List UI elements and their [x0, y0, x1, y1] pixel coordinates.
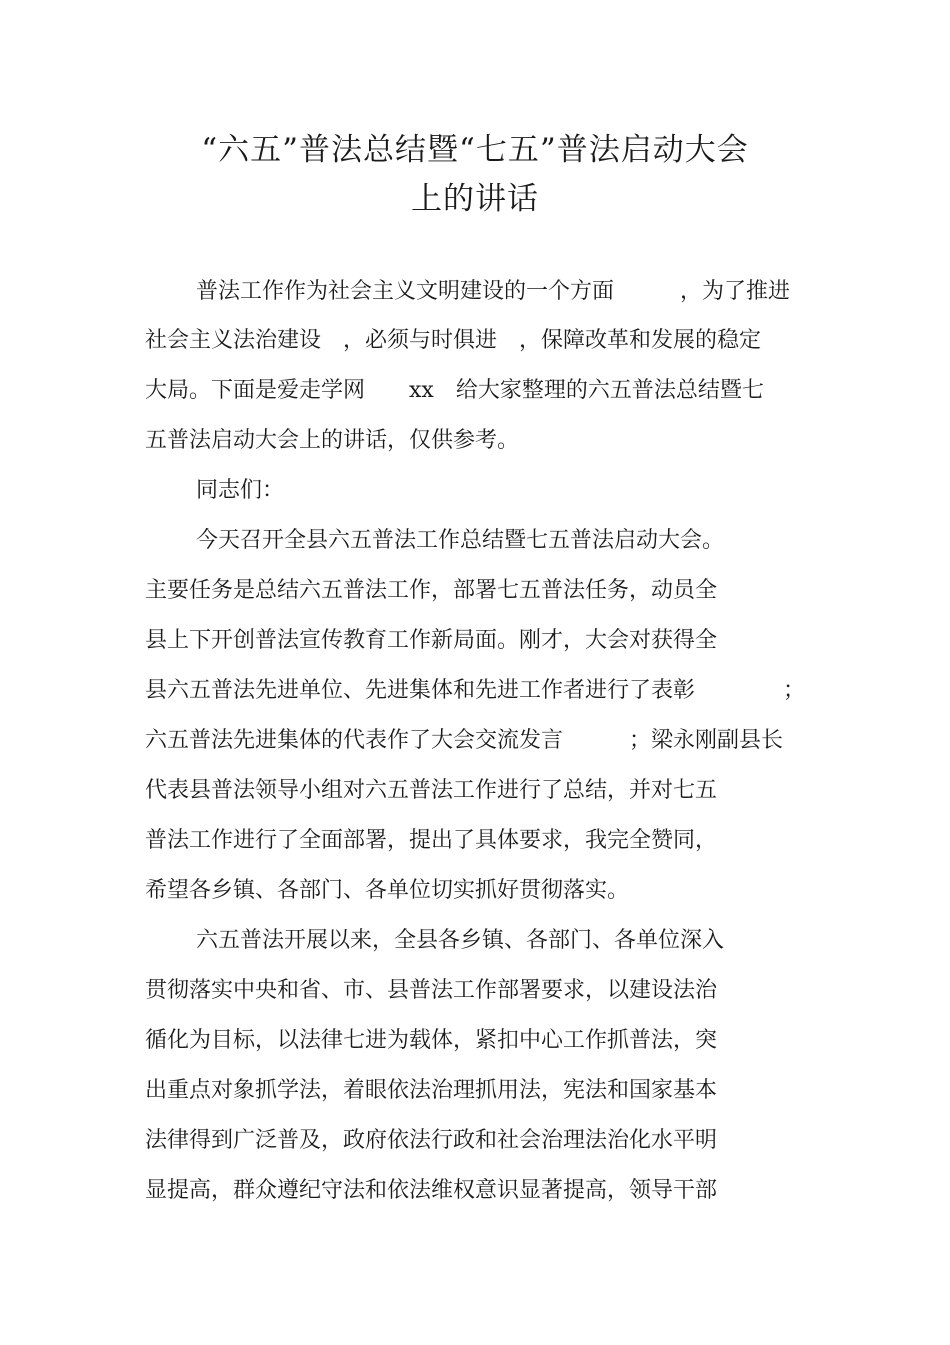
paragraph-line: 普法工作进行了全面部署，提出了具体要求，我完全赞同， [145, 828, 718, 853]
paragraph-line: 县六五普法先进单位、先进集体和先进工作者进行了表彰 ； [145, 678, 806, 703]
document-title-line-1: “六五”普法总结暨“七五”普法启动大会 [201, 132, 749, 168]
paragraph-line: 普法工作作为社会主义文明建设的一个方面 ，为了推进 [196, 279, 791, 304]
paragraph-line: 显提高，群众遵纪守法和依法维权意识显著提高，领导干部 [145, 1178, 718, 1203]
paragraph-line: 五普法启动大会上的讲话，仅供参考。 [145, 428, 520, 453]
paragraph-line: 希望各乡镇、各部门、各单位切实抓好贯彻落实。 [145, 878, 630, 903]
paragraph-line: 主要任务是总结六五普法工作，部署七五普法任务，动员全 [145, 578, 718, 603]
paragraph-line: 循化为目标，以法律七进为载体，紧扣中心工作抓普法，突 [145, 1028, 718, 1053]
paragraph-line: 六五普法开展以来，全县各乡镇、各部门、各单位深入 [196, 928, 725, 953]
paragraph-line: 六五普法先进集体的代表作了大会交流发言 ；梁永刚副县长 [145, 728, 784, 753]
paragraph-line: 代表县普法领导小组对六五普法工作进行了总结，并对七五 [145, 778, 718, 803]
document-title-line-2: 上的讲话 [411, 181, 539, 217]
paragraph-line: 法律得到广泛普及，政府依法行政和社会治理法治化水平明 [145, 1128, 718, 1153]
paragraph-line: 出重点对象抓学法，着眼依法治理抓用法，宪法和国家基本 [145, 1078, 718, 1103]
paragraph-line: 县上下开创普法宣传教育工作新局面。刚才，大会对获得全 [145, 628, 718, 653]
paragraph-line: 今天召开全县六五普法工作总结暨七五普法启动大会。 [196, 528, 725, 553]
paragraph-line: 贯彻落实中央和省、市、县普法工作部署要求，以建设法治 [145, 978, 718, 1003]
salutation: 同志们： [196, 478, 285, 503]
paragraph-line: 大局。下面是爱走学网 xx 给大家整理的六五普法总结暨七 [145, 378, 764, 403]
paragraph-line: 社会主义法治建设 ，必须与时俱进 ，保障改革和发展的稳定 [145, 328, 762, 353]
